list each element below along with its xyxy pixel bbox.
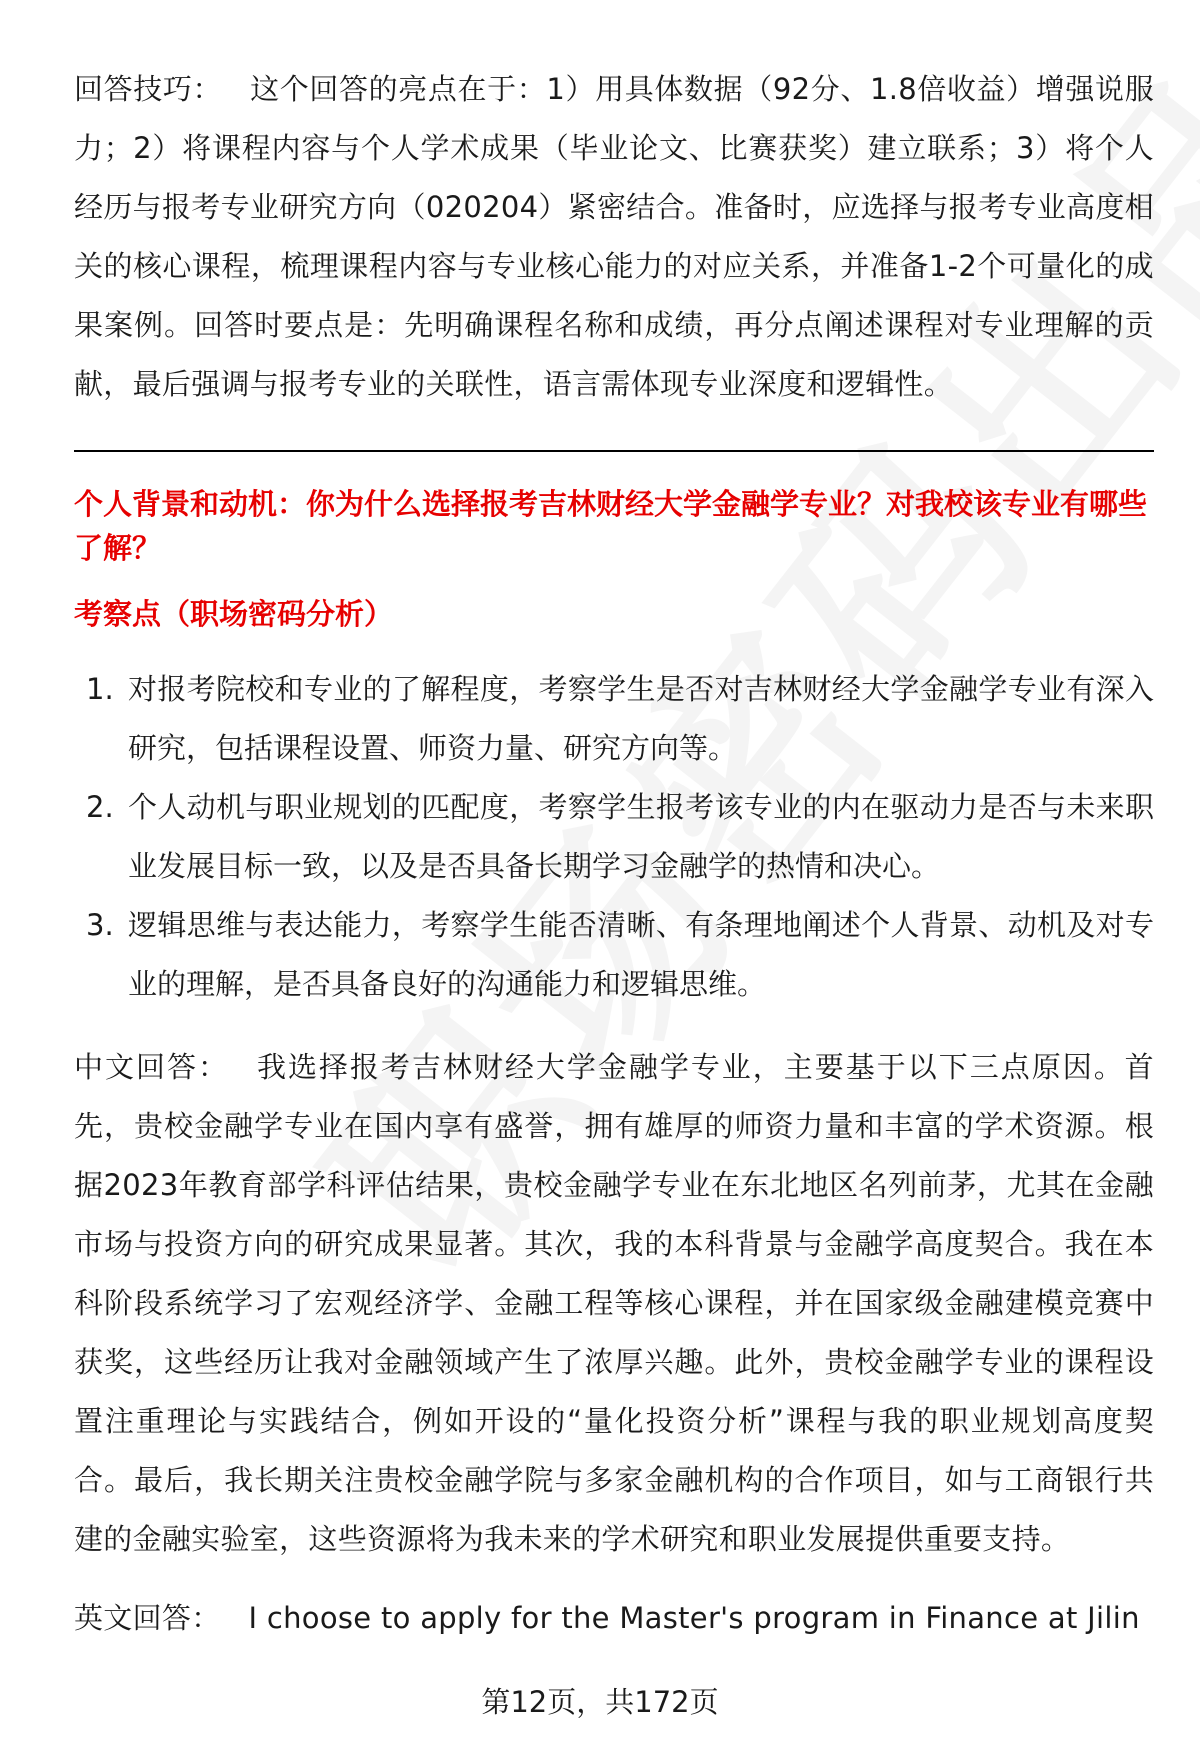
question-title: 个人背景和动机：你为什么选择报考吉林财经大学金融学专业？对我校该专业有哪些了解？ xyxy=(74,487,1148,565)
tips-label: 回答技巧： xyxy=(74,72,223,106)
chinese-answer-paragraph xyxy=(74,1038,1154,1569)
chinese-answer-text: 我选择报考吉林财经大学金融学专业，主要基于以下三点原因。首先，贵校金融学专业在国内享有盛誉，拥有雄厚的师资力量和丰富的学术资源。根据2023年教育部学科评估结果，贵校金融学专业在东北地区名列前茅，尤其在金融市场与投资方向的研究成果显著。其次，我的本科背景与金融学高度契合。我在本科阶段系统学习了宏观经济学、金融工程等核心课程，并在国家级金融建模竞赛中获奖，这些经历让我对金融领域产生了浓厚兴趣。此外，贵校金融学专业的课程设置注重理论与实践结合，例如开设的“量化投资分析”课程与我的职业规划高度契合。最后，我长期关注贵校金融学院与多家金融机构的合作项目，如与工商银行共建的金融实验室，这些资源将为我未来的学术研究和职业发展提供重要支持。 xyxy=(74,1050,1154,1556)
english-answer-text: I choose to apply for the Master's program in Finance at Jilin xyxy=(248,1601,1140,1635)
tips-paragraph xyxy=(74,60,1154,414)
tips-text: 这个回答的亮点在于：1）用具体数据（92分、1.8倍收益）增强说服力；2）将课程内容与个人学术成果（毕业论文、比赛获奖）建立联系；3）将个人经历与报考专业研究方向（020204）紧密结合。准备时，应选择与报考专业高度相关的核心课程，梳理课程内容与专业核心能力的对应关系，并准备1-2个可量化的成果案例。回答时要点是：先明确课程名称和成绩，再分点阐述课程对专业理解的贡献，最后强调与报考专业的关联性，语言需体现专业深度和逻辑性。 xyxy=(74,72,1154,401)
assessment-point-number: 3. xyxy=(86,908,114,942)
section-divider xyxy=(74,450,1154,452)
chinese-answer-label: 中文回答： xyxy=(74,1050,229,1084)
assessment-point-text: 逻辑思维与表达能力，考察学生能否清晰、有条理地阐述个人背景、动机及对专业的理解，是否具备良好的沟通能力和逻辑思维。 xyxy=(128,908,1154,1001)
page-indicator: 第12页，共172页 xyxy=(481,1685,719,1719)
document-content xyxy=(74,60,1154,1648)
english-answer-paragraph xyxy=(74,1589,1154,1648)
assessment-point-number: 1. xyxy=(86,672,114,706)
assessment-point-text: 对报考院校和专业的了解程度，考察学生是否对吉林财经大学金融学专业有深入研究，包括课程设置、师资力量、研究方向等。 xyxy=(128,672,1154,765)
assessment-point-number: 2. xyxy=(86,790,114,824)
english-answer-label: 英文回答： xyxy=(74,1601,221,1635)
assessment-point xyxy=(74,778,1154,896)
assessment-point xyxy=(74,896,1154,1014)
assessment-points-list xyxy=(74,660,1154,1014)
assessment-point-text: 个人动机与职业规划的匹配度，考察学生报考该专业的内在驱动力是否与未来职业发展目标一致，以及是否具备长期学习金融学的热情和决心。 xyxy=(128,790,1154,883)
assessment-heading: 考察点（职场密码分析） xyxy=(74,597,394,631)
assessment-point xyxy=(74,660,1154,778)
